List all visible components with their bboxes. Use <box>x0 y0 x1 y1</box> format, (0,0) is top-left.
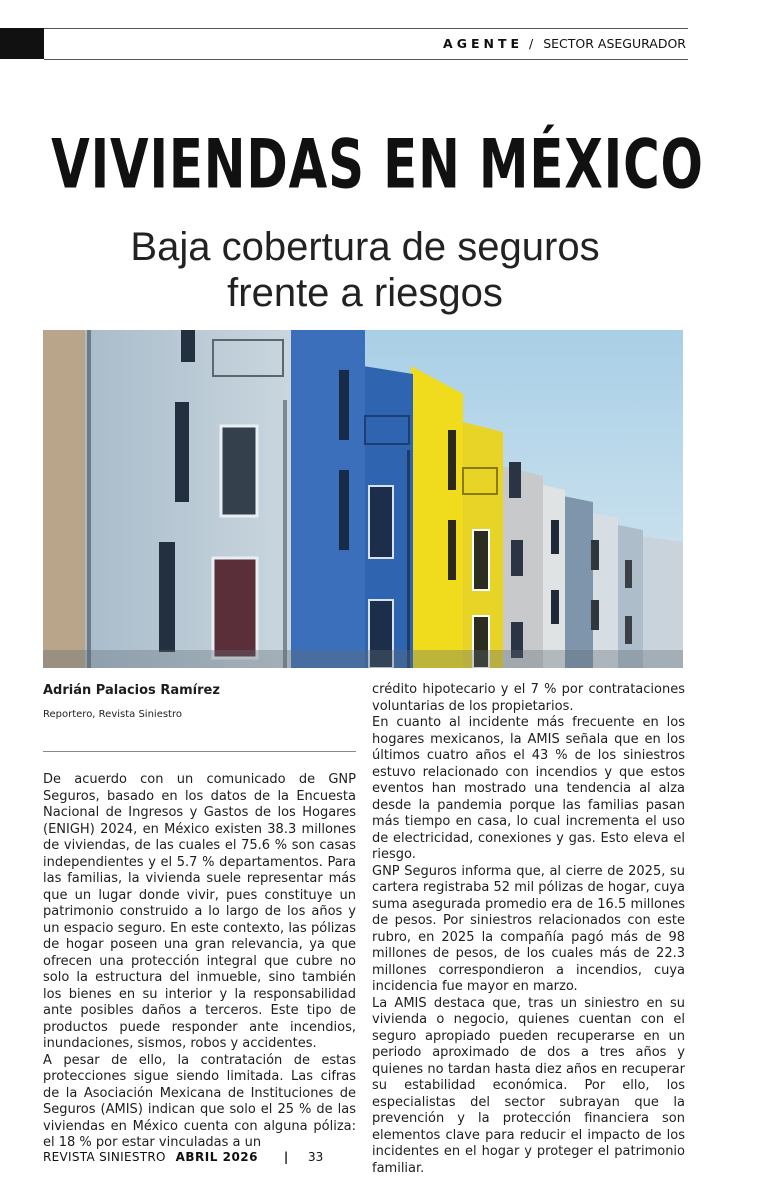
page-footer <box>43 1150 323 1164</box>
header-rule-bottom <box>44 59 688 60</box>
body-paragraph: La AMIS destaca que, tras un siniestro en su vivienda o negocio, quienes cuentan con el seguro apropiado pueden recuperarse en un periodo aproximado de dos a tres años y quienes no tardan hasta diez años en recuperar su estabilidad económica. Por ello, los especialistas del sector subrayan que la prevención y la protección financiera son elementos clave para reducir el impacto de los incidentes en el hogar y proteger el patrimonio familiar. <box>372 995 685 1176</box>
section-name: SECTOR ASEGURADOR <box>543 36 686 51</box>
footer-issue: ABRIL 2026 <box>175 1150 258 1164</box>
page-number: 33 <box>308 1150 324 1164</box>
footer-publication: REVISTA SINIESTRO <box>43 1150 166 1164</box>
hero-photo-colorful-buildings <box>43 330 683 668</box>
body-paragraph: crédito hipotecario y el 7 % por contrataciones voluntarias de los propietarios. <box>372 682 685 714</box>
body-paragraph: En cuanto al incidente más frecuente en los hogares mexicanos, la AMIS señala que en los últimos cuatro años el 43 % de los siniestros estuvo relacionado con incendios y que estos eventos han mostrado una tendencia al alza desde la pandemia porque las familias pasan más tiempo en casa, lo cual incrementa el uso de electricidad, conexiones y gas. Esto eleva el riesgo. <box>372 715 685 862</box>
header-rule-top <box>44 28 688 29</box>
body-paragraph: De acuerdo con un comunicado de GNP Seguros, basado en los datos de la Encuesta Nacional de Ingresos y Gastos de los Hogares (ENIGH) 2024, en México existen 38.3 millones de viviendas, de las cuales el 75.6 % son casas independientes y el 5.7 % departamentos. Para las familias, la vivienda suele representar más que un lugar donde vivir, pues constituye un patrimonio construido a lo largo de los años y un espacio seguro. En este contexto, las pólizas de hogar poseen una gran relevancia, ya que ofrecen una protección integral que cubre no solo la estructura del inmueble, sino también los bienes en su interior y la responsabilidad ante posibles daños a terceros. Este tipo de productos puede responder ante incendios, inundaciones, sismos, robos y accidentes. <box>43 772 356 1051</box>
article-column-left <box>43 680 356 1152</box>
section-label <box>443 36 686 51</box>
footer-divider: | <box>283 1150 289 1164</box>
section-separator: / <box>529 36 534 51</box>
subhead-line-2: frente a riesgos <box>227 271 503 315</box>
subhead-line-1: Baja cobertura de seguros <box>130 225 600 269</box>
article-subhead <box>0 224 730 316</box>
body-paragraph: GNP Seguros informa que, al cierre de 2025, su cartera registraba 52 mil pólizas de hogar, cuya suma asegurada promedio era de 16.5 millones de pesos. Por siniestros relacionados con este rubro, en 2025 la compañía pagó más de 98 millones de pesos, de los cuales más de 22.3 millones correspondieron a incendios, cuya incidencia fue mayor en marzo. <box>372 863 685 994</box>
section-kicker: AGENTE <box>443 36 524 51</box>
article-column-right <box>372 682 685 1177</box>
byline-divider <box>43 751 356 752</box>
body-paragraph: A pesar de ello, la contratación de estas protecciones sigue siendo limitada. Las cifras de la Asociación Mexicana de Instituciones de Seguros (AMIS) indican que solo el 25 % de las viviendas en México cuenta con alguna póliza: el 18 % por estar vinculadas a un <box>43 1052 356 1150</box>
author-name: Adrián Palacios Ramírez <box>43 683 220 698</box>
article-headline: VIVIENDAS EN MÉXICO <box>51 124 704 204</box>
author-role: Reportero, Revista Siniestro <box>43 708 182 720</box>
header-black-block <box>0 28 44 59</box>
